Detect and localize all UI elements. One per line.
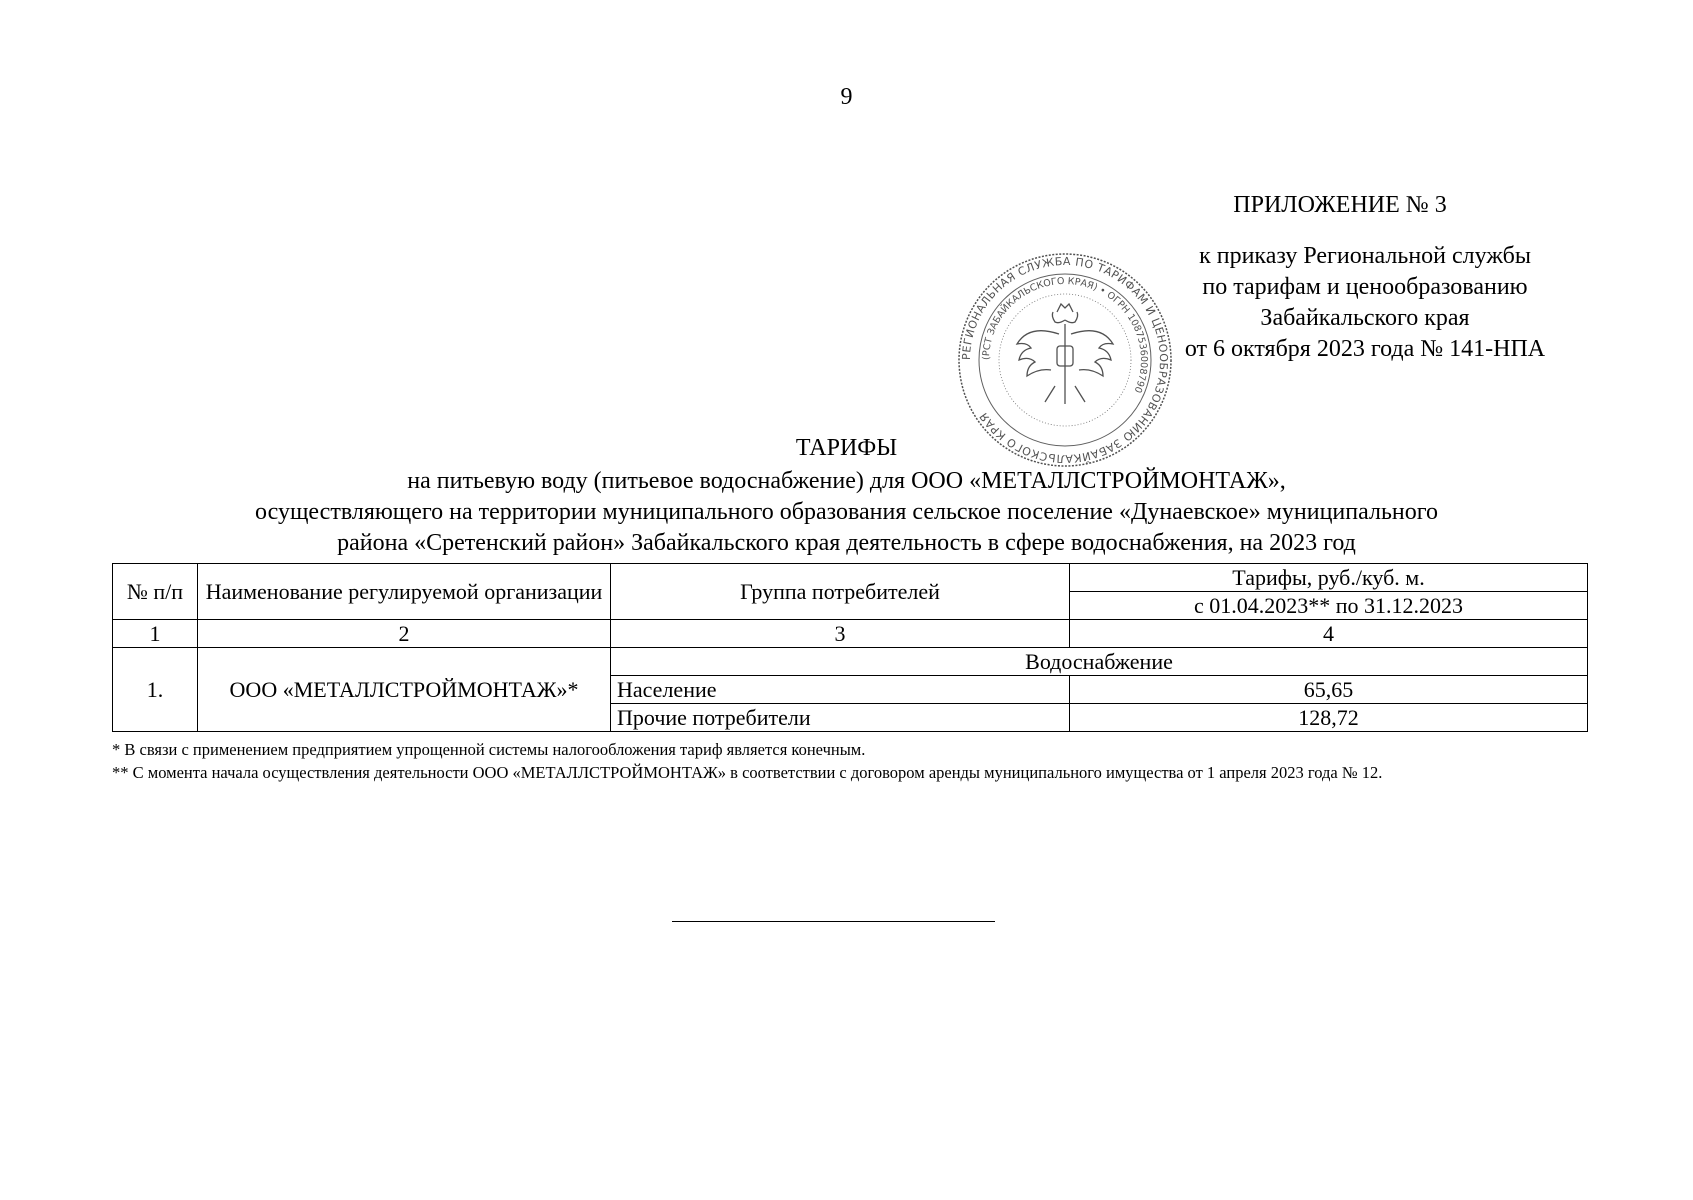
appendix-reference: [1135, 241, 1595, 365]
row-num: 1.: [113, 648, 198, 732]
table-column-numbers-row: [113, 620, 1588, 648]
column-number: 2: [198, 620, 611, 648]
column-number: 1: [113, 620, 198, 648]
appendix-title: ПРИЛОЖЕНИЕ № 3: [1233, 192, 1447, 218]
appendix-line: к приказу Региональной службы: [1199, 243, 1531, 269]
subtitle-line: осуществляющего на территории муниципального образования сельское поселение «Дунаевское» муниципального: [255, 499, 1438, 525]
footnote: * В связи с применением предприятием упрощенной системы налогообложения тариф является конечным.: [112, 740, 866, 759]
appendix-line: по тарифам и ценообразованию: [1202, 274, 1528, 300]
header-period: с 01.04.2023** по 31.12.2023: [1070, 592, 1588, 620]
row-group: Прочие потребители: [611, 704, 1070, 732]
document-subtitle: [0, 466, 1693, 559]
coat-of-arms-eagle: [1017, 304, 1113, 404]
column-number: 4: [1070, 620, 1588, 648]
page-number: 9: [840, 84, 853, 110]
tariff-table: [112, 563, 1588, 732]
row-tariff: 128,72: [1070, 704, 1588, 732]
footnote: ** С момента начала осуществления деятельности ООО «МЕТАЛЛСТРОЙМОНТАЖ» в соответствии с договором аренды муниципального имущества от 1 апреля 2023 года № 12.: [112, 763, 1383, 782]
header-org: Наименование регулируемой организации: [198, 564, 611, 620]
appendix-line: Забайкальского края: [1260, 305, 1470, 331]
seal-inner-text: (РСТ ЗАБАЙКАЛЬСКОГО КРАЯ) • ОГРН 1087536008790: [980, 275, 1150, 395]
header-group: Группа потребителей: [611, 564, 1070, 620]
seal-outer-text: РЕГИОНАЛЬНАЯ СЛУЖБА ПО ТАРИФАМ И ЦЕНООБРАЗОВАНИЮ ЗАБАЙКАЛЬСКОГО КРАЯ: [959, 254, 1171, 466]
row-group: Население: [611, 676, 1070, 704]
header-tariffs: Тарифы, руб./куб. м.: [1070, 564, 1588, 592]
header-num: № п/п: [113, 564, 198, 620]
appendix-line: от 6 октября 2023 года № 141-НПА: [1184, 336, 1546, 362]
table-row: [113, 648, 1588, 676]
row-section: Водоснабжение: [611, 648, 1588, 676]
document-title: ТАРИФЫ: [795, 435, 898, 461]
row-tariff: 65,65: [1070, 676, 1588, 704]
table-header-row: [113, 564, 1588, 592]
end-divider: [672, 921, 995, 922]
subtitle-line: района «Сретенский район» Забайкальского края деятельность в сфере водоснабжения, на 2023 год: [337, 530, 1356, 556]
subtitle-line: на питьевую воду (питьевое водоснабжение) для ООО «МЕТАЛЛСТРОЙМОНТАЖ»,: [407, 468, 1286, 494]
row-org: ООО «МЕТАЛЛСТРОЙМОНТАЖ»*: [198, 648, 611, 732]
column-number: 3: [611, 620, 1070, 648]
